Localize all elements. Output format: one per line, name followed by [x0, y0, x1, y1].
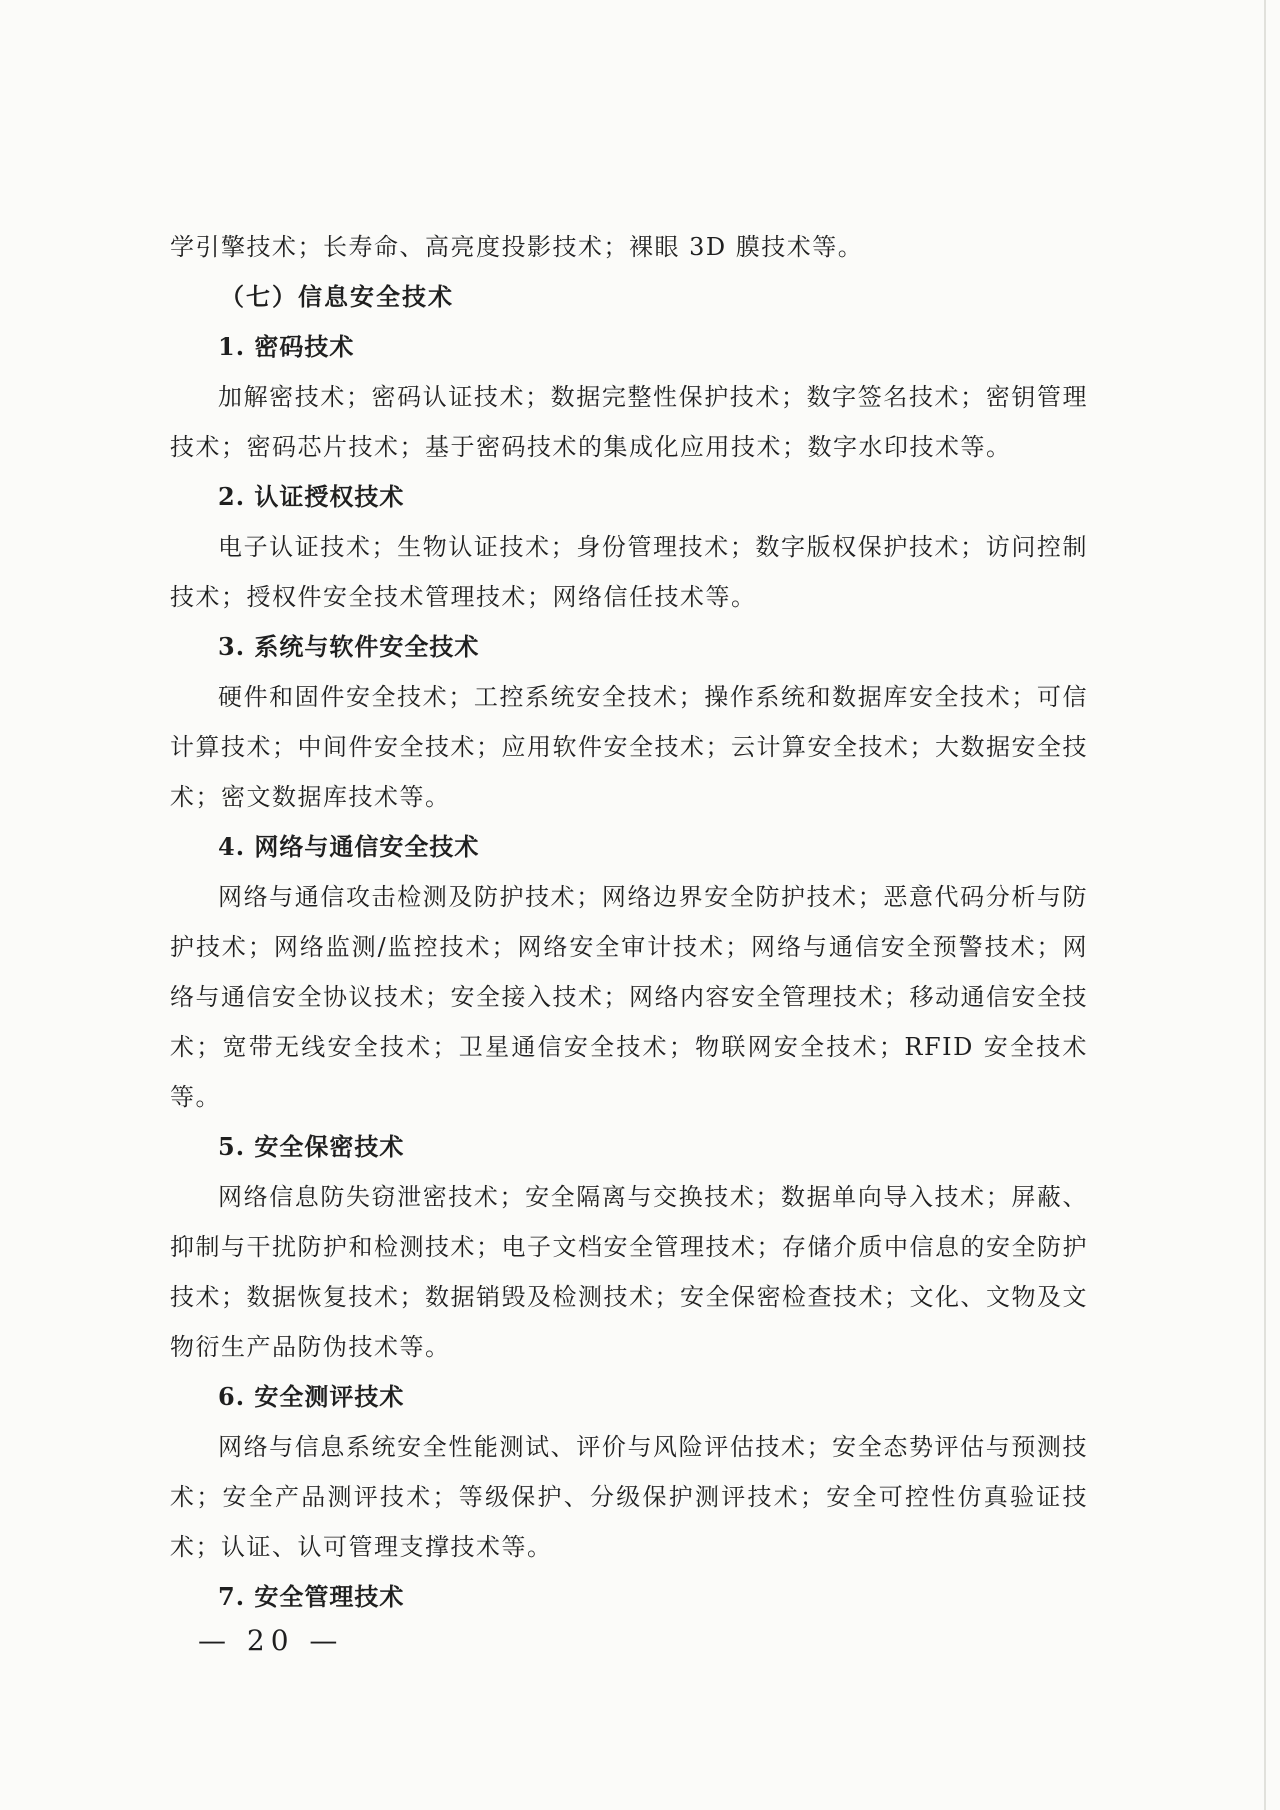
subsection-body-4: 网络与通信攻击检测及防护技术；网络边界安全防护技术；恶意代码分析与防护技术；网络监测/监控技术；网络安全审计技术；网络与通信安全预警技术；网络与通信安全协议技术；安全接入技术；网络内容安全管理技术；移动通信安全技术；宽带无线安全技术；卫星通信安全技术；物联网安全技术；RFID 安全技术等。: [170, 883, 1088, 1111]
subsection-heading-7: 7. 安全管理技术: [218, 1582, 405, 1611]
subsection-heading-3: 3. 系统与软件安全技术: [218, 632, 480, 661]
page-number: — 20 —: [198, 1624, 344, 1657]
subsection-heading-5: 5. 安全保密技术: [218, 1132, 405, 1161]
subsection-body-1: 加解密技术；密码认证技术；数据完整性保护技术；数字签名技术；密钥管理技术；密码芯片技术；基于密码技术的集成化应用技术；数字水印技术等。: [170, 383, 1088, 461]
subsection-heading-6: 6. 安全测评技术: [218, 1382, 405, 1411]
subsection-heading-1: 1. 密码技术: [218, 332, 355, 361]
document-body: [170, 222, 1088, 1622]
continued-paragraph: 学引擎技术；长寿命、高亮度投影技术；裸眼 3D 膜技术等。: [170, 233, 864, 261]
section-title: （七）信息安全技术: [220, 282, 454, 311]
subsection-heading-2: 2. 认证授权技术: [218, 482, 405, 511]
subsection-body-6: 网络与信息系统安全性能测试、评价与风险评估技术；安全态势评估与预测技术；安全产品测评技术；等级保护、分级保护测评技术；安全可控性仿真验证技术；认证、认可管理支撑技术等。: [170, 1433, 1088, 1561]
subsection-body-3: 硬件和固件安全技术；工控系统安全技术；操作系统和数据库安全技术；可信计算技术；中间件安全技术；应用软件安全技术；云计算安全技术；大数据安全技术；密文数据库技术等。: [170, 683, 1088, 811]
page-edge-shadow: [1264, 0, 1266, 1810]
subsection-body-2: 电子认证技术；生物认证技术；身份管理技术；数字版权保护技术；访问控制技术；授权件安全技术管理技术；网络信任技术等。: [170, 533, 1088, 611]
subsection-heading-4: 4. 网络与通信安全技术: [218, 832, 480, 861]
subsection-body-5: 网络信息防失窃泄密技术；安全隔离与交换技术；数据单向导入技术；屏蔽、抑制与干扰防护和检测技术；电子文档安全管理技术；存储介质中信息的安全防护技术；数据恢复技术；数据销毁及检测技术；安全保密检查技术；文化、文物及文物衍生产品防伪技术等。: [170, 1183, 1088, 1361]
